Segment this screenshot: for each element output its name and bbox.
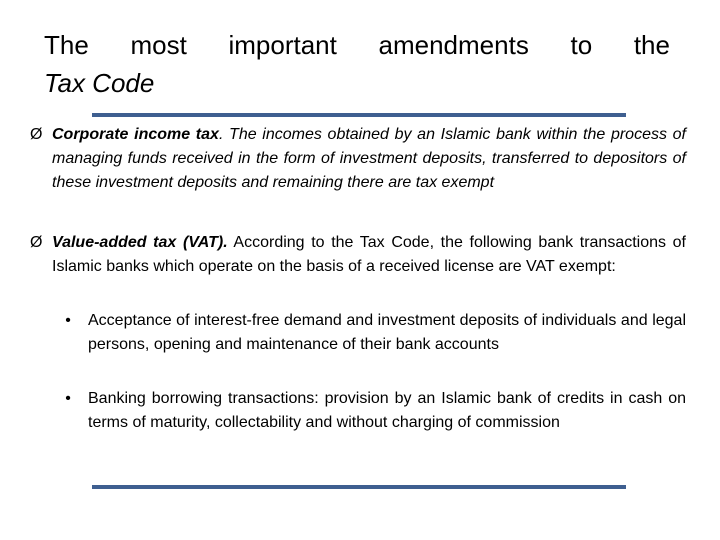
bullet-lead: Corporate income tax	[52, 126, 219, 143]
title-word: the	[633, 30, 670, 60]
bullet-text	[52, 123, 686, 195]
sub-bullet-borrowing	[58, 387, 686, 435]
title-line-2: Tax Code	[44, 68, 155, 98]
title-word: The	[44, 30, 89, 60]
bullet-body: According to the Tax Code, the following bank transactions of Islamic banks which operate on the basis of a received license are VAT exempt:	[52, 234, 686, 275]
title-word: most	[130, 30, 187, 60]
slide-title	[44, 26, 670, 102]
top-divider	[92, 113, 626, 117]
dot-bullet-icon: •	[65, 390, 71, 407]
sub-bullet-text: Acceptance of interest-free demand and investment deposits of individuals and legal persons, opening and maintenance of their bank accounts	[88, 312, 686, 353]
dot-bullet-icon: •	[65, 312, 71, 329]
title-word: amendments	[378, 30, 529, 60]
arrow-bullet-icon: Ø	[30, 234, 43, 251]
bullet-body: . The incomes obtained by an Islamic bank within the process of managing funds received in the form of investment deposits, transferred to depositors of these investment deposits and remaining there are tax exempt	[52, 126, 686, 191]
bullet-text	[52, 231, 686, 279]
bullet-vat	[30, 231, 686, 279]
sub-bullet-acceptance	[58, 309, 686, 357]
title-word: to	[570, 30, 593, 60]
bottom-divider	[92, 485, 626, 489]
sub-bullet-text: Banking borrowing transactions: provision by an Islamic bank of credits in cash on terms of maturity, collectability and without charging of commission	[88, 390, 686, 431]
title-word: important	[228, 30, 337, 60]
bullet-lead: Value-added tax (VAT).	[52, 234, 228, 251]
bullet-corporate-income-tax	[30, 123, 686, 195]
title-line-1	[44, 26, 670, 64]
arrow-bullet-icon: Ø	[30, 126, 43, 143]
